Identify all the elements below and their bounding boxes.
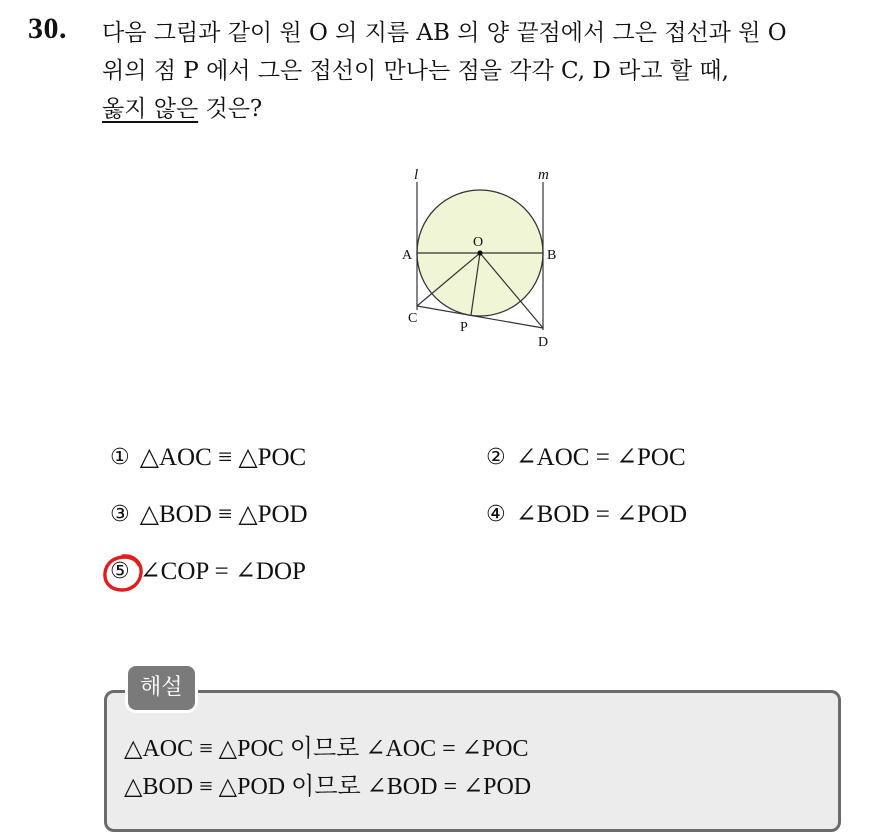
choice-3[interactable] xyxy=(110,499,308,529)
choice-4-text: ∠BOD = ∠POD xyxy=(515,501,688,528)
question-line-1: 다음 그림과 같이 원 O 의 지름 AB 의 양 끝점에서 그은 접선과 원 O xyxy=(102,20,787,46)
label-a: A xyxy=(402,248,413,263)
label-d: D xyxy=(538,335,549,350)
label-o: O xyxy=(473,235,484,250)
underlined-phrase: 옳지 않은 xyxy=(102,96,199,122)
choice-5[interactable] xyxy=(110,556,306,586)
label-c: C xyxy=(408,311,418,326)
choice-5-text: ∠COP = ∠DOP xyxy=(139,558,306,585)
choice-2[interactable] xyxy=(486,442,686,472)
choice-3-number: ③ xyxy=(110,501,130,527)
choice-2-number: ② xyxy=(486,444,506,470)
solution-line-2: △BOD ≡ △POD 이므로 ∠BOD = ∠POD xyxy=(124,774,532,800)
choice-1[interactable] xyxy=(110,442,306,472)
geometry-figure xyxy=(390,160,570,360)
choice-5-number: ⑤ xyxy=(110,558,130,584)
choice-4-number: ④ xyxy=(486,501,506,527)
label-b: B xyxy=(547,248,557,263)
solution-line-1: △AOC ≡ △POC 이므로 ∠AOC = ∠POC xyxy=(124,736,529,762)
choice-3-text: △BOD ≡ △POD xyxy=(139,501,308,528)
choice-1-text: △AOC ≡ △POC xyxy=(139,444,307,471)
label-l: l xyxy=(414,167,419,183)
question-number: 30. xyxy=(28,12,67,45)
solution-tag: 해설 xyxy=(128,666,195,710)
choice-1-number: ① xyxy=(110,444,130,470)
question-line-3 xyxy=(102,90,872,128)
label-p: P xyxy=(460,320,468,335)
center-dot xyxy=(477,250,482,255)
choice-2-text: ∠AOC = ∠POC xyxy=(515,444,686,471)
label-m: m xyxy=(538,167,549,183)
question-text xyxy=(102,14,872,128)
question-line-3-rest: 것은? xyxy=(198,96,263,122)
choice-5-number-wrap xyxy=(110,559,130,584)
choice-4[interactable] xyxy=(486,499,687,529)
question-line-2: 위의 점 P 에서 그은 접선이 만나는 점을 각각 C, D 라고 할 때, xyxy=(102,58,729,84)
